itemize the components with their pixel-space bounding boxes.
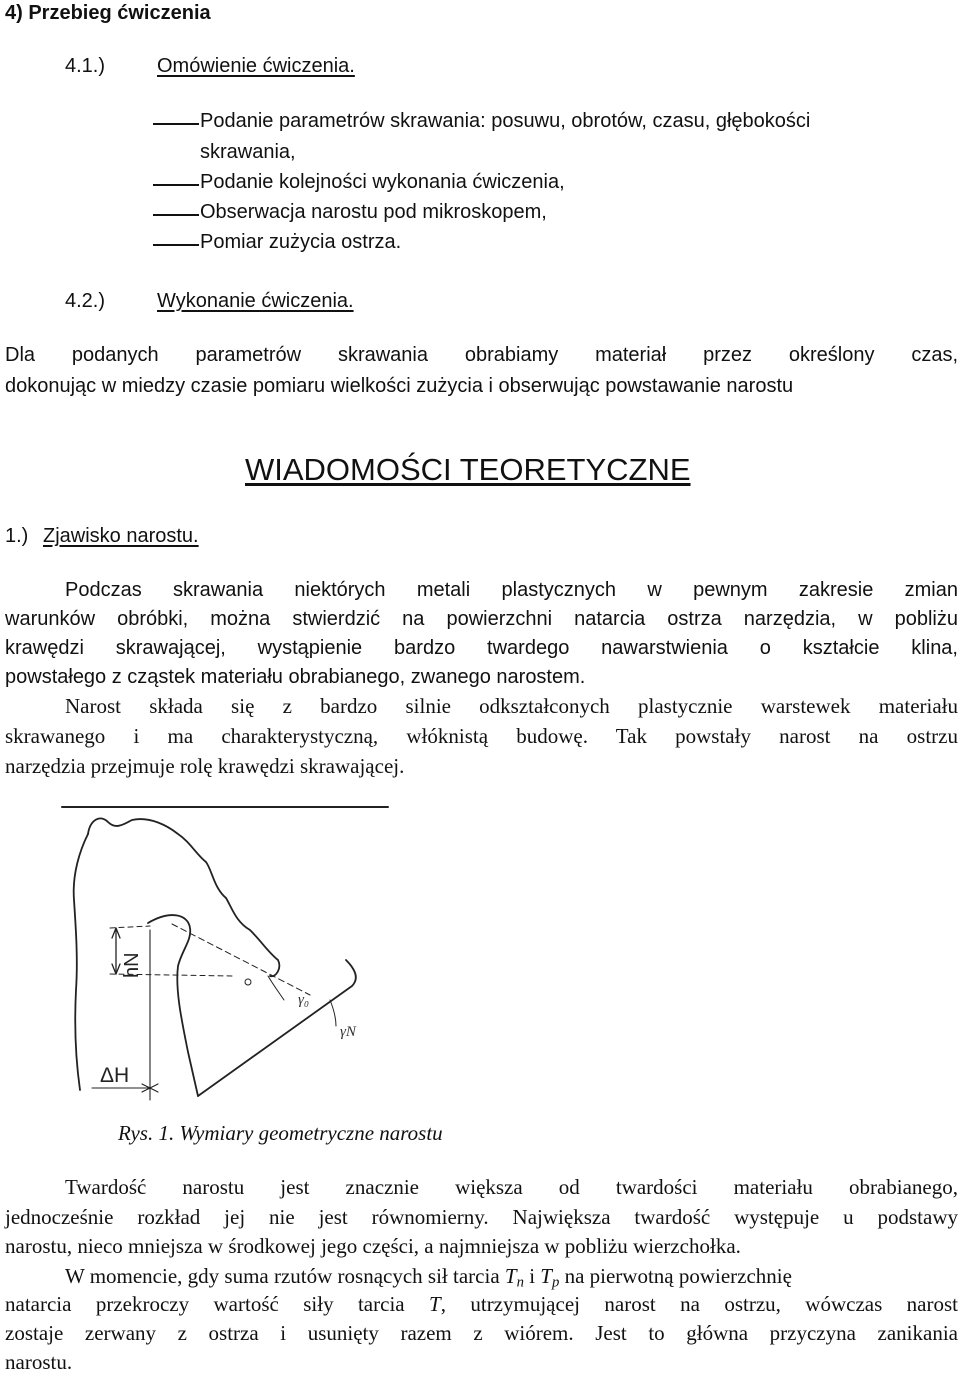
list-item-continuation: skrawania, [200, 141, 296, 163]
bullet-dash [153, 123, 199, 125]
subsection-title-41: Omówienie ćwiczenia. [157, 55, 355, 77]
paragraph-line: narzędzia przejmuje rolę krawędzi skrawającej. [5, 754, 405, 778]
paragraph-line: Podczas skrawania niektórych metali plastycznych w pewnym zakresie zmian [65, 579, 958, 601]
figure-built-up-edge [0, 790, 520, 1120]
text-run: i [523, 1264, 541, 1288]
paragraph-line: Narost składa się z bardzo silnie odkształconych plastycznie warstewek materiału [65, 694, 958, 718]
tool-rake-face [148, 915, 198, 1096]
paragraph-line: Dla podanych parametrów skrawania obrabiamy materiał przez określony czas, [5, 344, 958, 366]
bullet-dash [153, 184, 199, 186]
chip-outline-left [74, 834, 88, 1090]
tool-flank [198, 960, 356, 1096]
list-item: Podanie parametrów skrawania: posuwu, obrotów, czasu, głębokości [200, 110, 811, 132]
paragraph-line-mixed [65, 1264, 958, 1292]
paragraph-line: skrawanego i ma charakterystyczną, włóknistą budowę. Tak powstały narost na ostrzu [5, 724, 958, 748]
paragraph-line: powstałego z cząstek materiału obrabianego, zwanego narostem. [5, 666, 586, 688]
text-run: natarcia przekroczy wartość siły tarcia [5, 1292, 430, 1316]
subsection-number-42: 4.2.) [65, 290, 106, 312]
subscript-n: n [516, 1274, 524, 1291]
subsection-number-1: 1.) [5, 525, 29, 547]
gamma0-label: γ₀ [298, 992, 310, 1008]
paragraph-line: narostu, nieco mniejsza w środkowej jego części, a najmniejsza w pobliżu wierzchołka. [5, 1234, 741, 1258]
section-heading: 4) Przebieg ćwiczenia [5, 2, 211, 24]
subsection-number-41: 4.1.) [65, 55, 106, 77]
text-run: , utrzymującej narost na ostrzu, wówczas narost [440, 1292, 958, 1316]
hn-label: hN [121, 952, 143, 978]
paragraph-line: warunków obróbki, można stwierdzić na powierzchni natarcia ostrza narzędzia, w pobliżu [5, 608, 958, 630]
subscript-p: p [551, 1274, 560, 1291]
gammaN-label: γN [340, 1024, 356, 1040]
list-item: Obserwacja narostu pod mikroskopem, [200, 201, 547, 223]
bullet-dash [153, 214, 199, 216]
paragraph-line: dokonując w miedzy czasie pomiaru wielkości zużycia i obserwując powstawanie narostu [5, 375, 794, 397]
figure-caption: Rys. 1. Wymiary geometryczne narostu [118, 1121, 443, 1145]
list-item: Pomiar zużycia ostrza. [200, 231, 402, 253]
symbol-T: T [540, 1264, 552, 1288]
rake-reference-line [172, 924, 310, 995]
bullet-dash [153, 244, 199, 246]
symbol-T: T [429, 1292, 441, 1316]
paragraph-line: Twardość narostu jest znacznie większa od twardości materiału obrabianego, [65, 1175, 958, 1199]
subsection-title-1: Zjawisko narostu. [43, 525, 199, 547]
text-run: W momencie, gdy suma rzutów rosnących sił tarcia [65, 1264, 505, 1288]
dh-label: ΔH [100, 1064, 130, 1087]
paragraph-line: krawędzi skrawającej, wystąpienie bardzo twardego nawarstwienia o kształcie klina, [5, 637, 958, 659]
paragraph-line: zostaje zerwany z ostrza i usunięty razem z wiórem. Jest to główna przyczyna zanikania [5, 1321, 958, 1345]
paragraph-line: narostu. [5, 1350, 73, 1374]
text-run: na pierwotną powierzchnię [559, 1264, 792, 1288]
symbol-T: T [504, 1264, 517, 1288]
subsection-title-42: Wykonanie ćwiczenia. [157, 290, 354, 312]
theory-title: WIADOMOŚCI TEORETYCZNE [245, 452, 691, 487]
list-item: Podanie kolejności wykonania ćwiczenia, [200, 171, 565, 193]
paragraph-line: jednocześnie rozkład jej nie jest równomierny. Największa twardość występuje u podstawy [5, 1205, 958, 1229]
paragraph-line-mixed [5, 1292, 958, 1317]
